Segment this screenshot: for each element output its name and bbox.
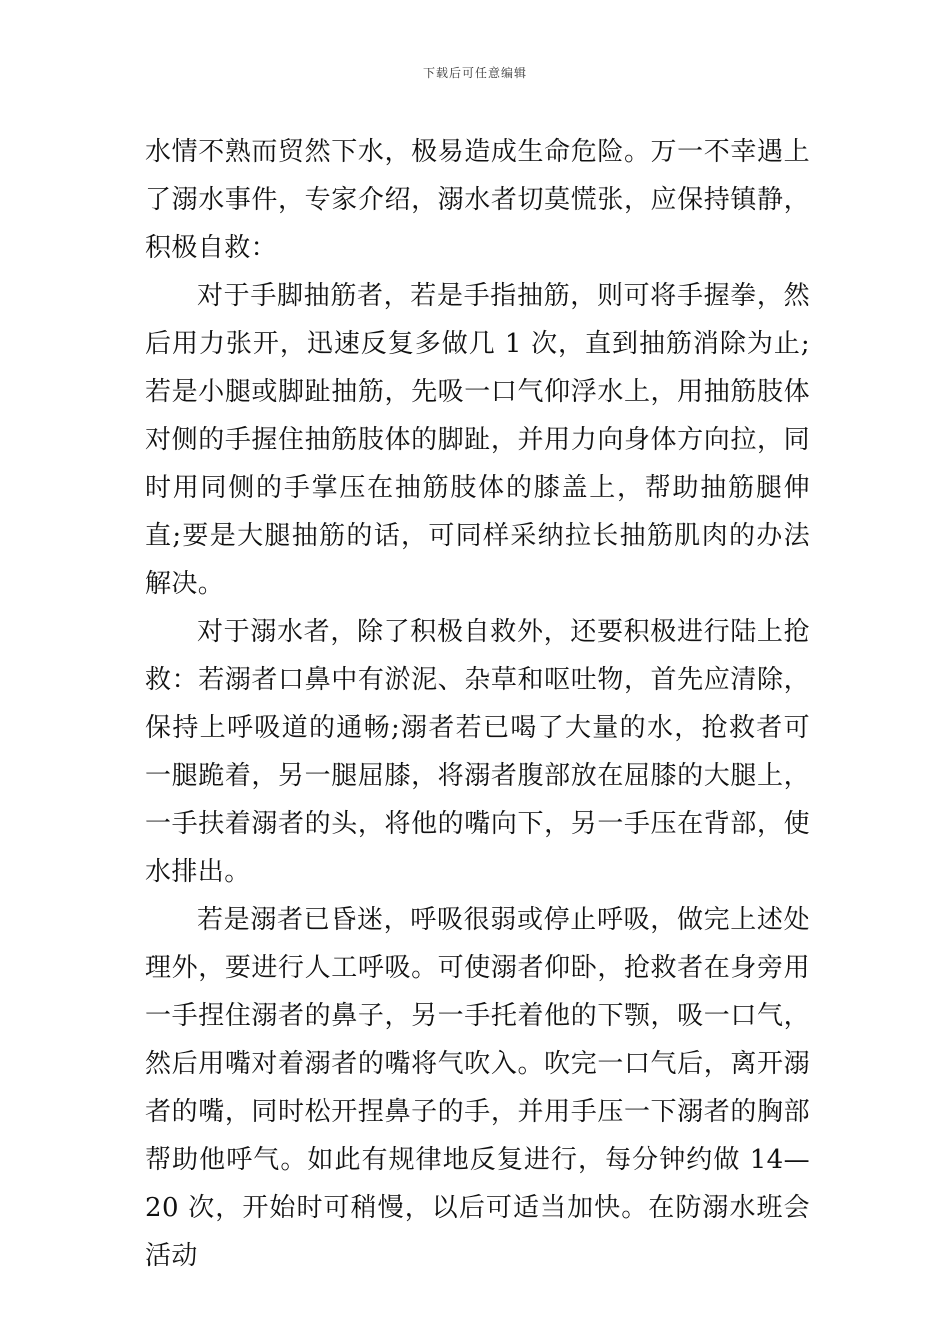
paragraph-1: 水情不熟而贸然下水，极易造成生命危险。万一不幸遇上了溺水事件，专家介绍，溺水者切莫慌张，应保持镇静，积极自救：: [145, 137, 810, 263]
page-header-note: 下载后可任意编辑: [422, 66, 527, 80]
paragraph-2: 对于手脚抽筋者，若是手指抽筋，则可将手握拳，然后用力张开，迅速反复多做几 1 次，直到抽筋消除为止;若是小腿或脚趾抽筋，先吸一口气仰浮水上，用抽筋肢体对侧的手握住抽筋肢体的脚趾，并用力向身体方向拉，同时用同侧的手掌压在抽筋肢体的膝盖上，帮助抽筋腿伸直;要是大腿抽筋的话，可同样采纳拉长抽筋肌肉的办法解决。: [145, 281, 810, 599]
paragraph-3: 对于溺水者，除了积极自救外，还要积极进行陆上抢救：若溺者口鼻中有淤泥、杂草和呕吐物，首先应清除，保持上呼吸道的通畅;溺者若已喝了大量的水，抢救者可一腿跪着，另一腿屈膝，将溺者腹部放在屈膝的大腿上，一手扶着溺者的头，将他的嘴向下，另一手压在背部，使水排出。: [145, 617, 810, 887]
document-body: [145, 128, 810, 1280]
paragraph-4: 若是溺者已昏迷，呼吸很弱或停止呼吸，做完上述处理外，要进行人工呼吸。可使溺者仰卧，抢救者在身旁用一手捏住溺者的鼻子，另一手托着他的下颚，吸一口气，然后用嘴对着溺者的嘴将气吹入。吹完一口气后，离开溺者的嘴，同时松开捏鼻子的手，并用手压一下溺者的胸部帮助他呼气。如此有规律地反复进行，每分钟约做 14—20 次，开始时可稍慢，以后可适当加快。在防溺水班会活动: [145, 905, 810, 1271]
